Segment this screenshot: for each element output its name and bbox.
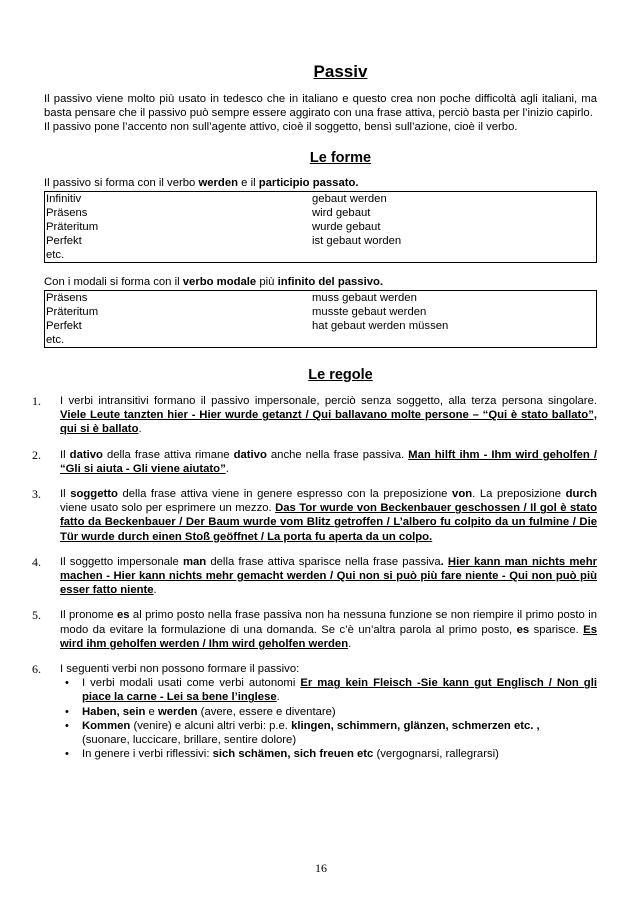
bold-term: durch bbox=[565, 488, 597, 501]
tense-cell: Perfekt bbox=[46, 320, 82, 333]
form-cell: hat gebaut werden müssen bbox=[312, 320, 449, 333]
table-row bbox=[45, 291, 596, 305]
rule-number: 1. bbox=[32, 394, 41, 409]
text: più bbox=[256, 275, 278, 288]
sub-list bbox=[60, 676, 597, 761]
conjugation-table-modal bbox=[44, 290, 597, 348]
text: Il soggetto impersonale bbox=[60, 555, 183, 568]
form-cell: wird gebaut bbox=[312, 206, 371, 219]
forme-line-2 bbox=[44, 275, 597, 289]
text: sparisce. bbox=[529, 623, 584, 636]
text: anche nella frase passiva. bbox=[266, 448, 409, 461]
rule-number: 4. bbox=[32, 554, 41, 569]
forme-line-1 bbox=[44, 176, 597, 190]
rule-number: 6. bbox=[32, 662, 41, 677]
form-cell: musste gebaut werden bbox=[312, 306, 427, 319]
bold-term: dativo bbox=[233, 448, 267, 461]
tense-cell: Infinitiv bbox=[46, 192, 82, 205]
tense-cell: Perfekt bbox=[46, 234, 82, 247]
rule-number: 5. bbox=[32, 608, 41, 623]
example-underlined: Viele Leute tanzten hier - Hier wurde getanzt / Qui ballavano molte persone – “Qui è stato ballato”, qui si è ballato bbox=[60, 409, 597, 436]
bold-term: von bbox=[452, 488, 473, 501]
text: (vergognarsi, rallegrarsi) bbox=[373, 748, 499, 761]
bold-term: infinito del passivo. bbox=[277, 275, 384, 288]
sub-item-modal-verbs bbox=[60, 676, 597, 704]
tense-cell: Präsens bbox=[46, 206, 88, 219]
page-content bbox=[32, 62, 597, 772]
bold-term: werden bbox=[198, 176, 239, 189]
text: . bbox=[153, 584, 157, 597]
section-heading-regole: Le regole bbox=[308, 367, 373, 384]
intro-paragraph-2: Il passivo pone l’accento non sull’agente attivo, cioè il soggetto, bensì sull’azione, cioè il verbo. bbox=[44, 121, 518, 134]
text: (venire) e alcuni altri verbi: p.e. bbox=[130, 719, 292, 732]
rule-item-6 bbox=[32, 662, 597, 761]
text: I verbi intransitivi formano il passivo impersonale, perciò senza soggetto, alla terza persona singolare. bbox=[60, 395, 597, 408]
bold-term: es bbox=[116, 609, 130, 622]
sub-item-auxiliaries bbox=[60, 705, 597, 719]
text: Il bbox=[60, 448, 70, 461]
table-row bbox=[45, 305, 596, 319]
text: I seguenti verbi non possono formare il passivo: bbox=[60, 663, 300, 676]
form-cell: gebaut werden bbox=[312, 192, 387, 205]
example-underlined: Man hilft ihm - Ihm wird geholfen / “Gli si aiuta - Gli viene aiutato” bbox=[60, 448, 597, 475]
section-heading-forme: Le forme bbox=[309, 149, 372, 166]
text: al primo posto nella frase passiva non ha nessuna funzione se non riempire il primo posto in modo da evitare la formulazione di una domanda. Se c’è un’altra parola al primo posto, bbox=[60, 609, 597, 636]
text: . bbox=[348, 637, 352, 650]
text: . bbox=[138, 423, 142, 436]
bullet-icon: • bbox=[65, 677, 69, 690]
rules-list bbox=[32, 394, 597, 761]
example-underlined: Es wird ihm geholfen werden / Ihm wird geholfen werden bbox=[60, 623, 597, 650]
bold-term: klingen, schimmern, glänzen, schmerzen etc. , bbox=[291, 719, 540, 732]
page-number: 16 bbox=[315, 861, 327, 875]
table-row bbox=[45, 319, 596, 333]
bold-term: . bbox=[440, 555, 448, 568]
text: viene usato solo per esprimere un mezzo. bbox=[60, 502, 276, 515]
bold-term: verbo modale bbox=[182, 275, 257, 288]
text: In genere i verbi riflessivi: bbox=[82, 748, 213, 761]
example-underlined: Er mag kein Fleisch -Sie kann gut Englisch / Non gli piace la carne - Lei sa bene l’inglese bbox=[82, 677, 597, 704]
bold-term: soggetto bbox=[70, 488, 118, 501]
bold-term: participio passato. bbox=[258, 176, 359, 189]
rule-item-2 bbox=[32, 447, 597, 476]
text: . La preposizione bbox=[472, 488, 566, 501]
table-row bbox=[45, 234, 596, 248]
bold-term: werden bbox=[157, 705, 198, 718]
table-row bbox=[45, 248, 596, 262]
form-cell: ist gebaut worden bbox=[312, 234, 402, 247]
tense-cell: etc. bbox=[46, 248, 65, 261]
sub-item-reflexive bbox=[60, 747, 597, 761]
text: (suonare, luccicare, brillare, sentire dolore) bbox=[82, 734, 297, 747]
text: . bbox=[225, 462, 229, 475]
text: I verbi modali usati come verbi autonomi bbox=[82, 677, 301, 690]
tense-cell: Präteritum bbox=[46, 220, 99, 233]
text: della frase attiva rimane bbox=[102, 448, 234, 461]
bullet-icon: • bbox=[65, 705, 69, 718]
text: Con i modali si forma con il bbox=[44, 275, 183, 288]
text: Il bbox=[60, 488, 71, 501]
text: e il bbox=[238, 176, 259, 189]
form-cell bbox=[312, 248, 596, 262]
bold-term: Kommen bbox=[82, 719, 131, 732]
bullet-icon: • bbox=[65, 719, 69, 732]
bold-term: sich schämen, sich freuen etc bbox=[212, 748, 374, 761]
text: della frase attiva viene in genere espresso con la preposizione bbox=[117, 488, 453, 501]
rule-item-4 bbox=[32, 554, 597, 598]
rule-item-1 bbox=[32, 394, 597, 437]
bold-term: es bbox=[516, 623, 530, 636]
rule-item-3 bbox=[32, 487, 597, 544]
table-row bbox=[45, 220, 596, 234]
text: (avere, essere e diventare) bbox=[197, 705, 336, 718]
page-title: Passiv bbox=[313, 62, 368, 81]
bold-term: Haben, sein bbox=[82, 705, 146, 718]
intro-paragraph-1: Il passivo viene molto più usato in tedesco che in italiano e questo crea non poche difficoltà agli italiani, ma basta pensare che il passivo può sempre essere aggirato con una frase attiva, perciò basta per l’inizio capirlo. bbox=[44, 93, 597, 120]
tense-cell: etc. bbox=[46, 334, 65, 347]
intro-section bbox=[44, 92, 597, 135]
text: della frase attiva sparisce nella frase passiva bbox=[206, 555, 441, 568]
table-row bbox=[45, 333, 596, 347]
form-cell bbox=[312, 333, 596, 347]
example-underlined: Das Tor wurde von Beckenbauer geschossen / Il gol è stato fatto da Beckenbauer / Der Baum wurde vom Blitz getroffen / L’albero fu colpito da un fulmine / Die Tür wurde durch einen Stoß geöffnet / La porta fu aperta da un colpo. bbox=[60, 502, 597, 543]
text: e bbox=[145, 705, 158, 718]
form-cell: muss gebaut werden bbox=[312, 292, 417, 305]
text: Il passivo si forma con il verbo bbox=[44, 176, 199, 189]
bullet-icon: • bbox=[65, 748, 69, 761]
rule-number: 3. bbox=[32, 487, 41, 502]
bold-term: man bbox=[182, 555, 207, 568]
sub-item-kommen bbox=[60, 719, 597, 747]
rule-item-5 bbox=[32, 608, 597, 651]
text: Il pronome bbox=[60, 609, 117, 622]
table-row bbox=[45, 192, 596, 206]
text: . bbox=[276, 691, 280, 704]
tense-cell: Präteritum bbox=[46, 306, 99, 319]
example-underlined: Hier kann man nichts mehr machen - Hier kann nichts mehr gemacht werden / Qui non si può più fare niente - Qui non può più esser fatto niente bbox=[60, 555, 597, 597]
form-cell: wurde gebaut bbox=[312, 220, 381, 233]
conjugation-table-passive bbox=[44, 191, 597, 263]
bold-term: dativo bbox=[69, 448, 103, 461]
tense-cell: Präsens bbox=[46, 292, 88, 305]
table-row bbox=[45, 206, 596, 220]
rule-number: 2. bbox=[32, 447, 41, 462]
